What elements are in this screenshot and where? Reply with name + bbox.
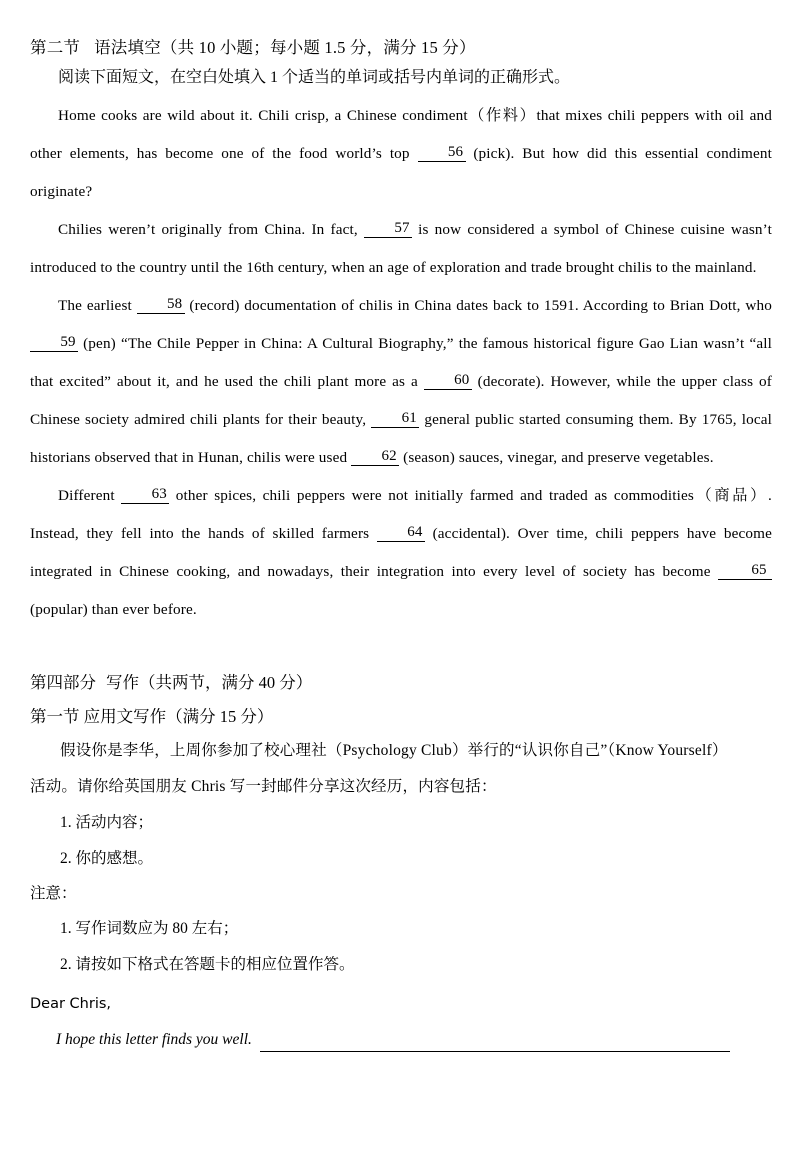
writing-bullet-2: 2. 你的感想。 (60, 850, 154, 867)
cloze-paragraph-3 (30, 287, 772, 477)
cloze-text: The earliest (58, 297, 137, 314)
cloze-text: Different (58, 487, 122, 504)
cloze-text: (accidental). Over time, chili peppers have become integrated in Chinese cooking, and nowadays, their integration into every level of society has become (30, 525, 772, 580)
section-2-heading-label: 第二节 (30, 38, 81, 57)
section-2-heading (30, 34, 772, 58)
blank-62[interactable]: 62 (351, 448, 399, 466)
blank-60[interactable]: 60 (424, 372, 472, 390)
writing-prompt-line-1: 假设你是李华，上周你参加了校心理社（Psychology Club）举行的“认识你自己”（Know Yourself） (60, 742, 728, 759)
cloze-text: (record) documentation of chilis in China dates back to 1591. According to Brian Dott, who (184, 297, 772, 314)
letter-greeting: Dear Chris, (30, 996, 112, 1012)
part-4-heading (30, 669, 772, 693)
cloze-text: (popular) than ever before. (30, 601, 197, 618)
cloze-text: (season) sauces, vinegar, and preserve vegetables. (399, 449, 714, 466)
cloze-paragraph-2 (30, 211, 772, 287)
blank-65[interactable]: 65 (718, 562, 772, 580)
part-4-section-1-heading: 第一节 应用文写作（满分 15 分） (30, 707, 274, 726)
blank-61[interactable]: 61 (371, 410, 419, 428)
blank-56[interactable]: 56 (418, 144, 466, 162)
blank-57[interactable]: 57 (364, 220, 412, 238)
blank-59[interactable]: 59 (30, 334, 78, 352)
cloze-text: (decorate). However, while the upper class of Chinese society admired chili plants for their beauty, (30, 373, 772, 428)
blank-58[interactable]: 58 (137, 296, 185, 314)
cloze-text: other spices, chili peppers were not initially farmed and traded as commodities（商品）. Instead, they fell into the hands of skilled farmers (30, 487, 772, 542)
note-item-2: 2. 请按如下格式在答题卡的相应位置作答。 (60, 956, 355, 973)
answer-write-line[interactable] (260, 1037, 730, 1052)
blank-64[interactable]: 64 (377, 524, 425, 542)
section-2-heading-title: 语法填空（共 10 小题；每小题 1.5 分，满分 15 分） (94, 38, 476, 57)
letter-body-text: I hope this letter finds you well. (56, 1031, 252, 1048)
cloze-text: Chilies weren’t originally from China. In fact, (58, 221, 364, 238)
cloze-text: is now considered a symbol of Chinese cuisine wasn’t introduced to the country until the 16th century, when an age of exploration and trade brought chilis to the mainland. (30, 221, 772, 276)
cloze-text: general public started consuming them. By 1765, local historians observed that in Hunan, chilis were used (30, 411, 772, 466)
cloze-paragraph-1 (30, 97, 772, 211)
page-content (30, 34, 772, 1055)
part-4-heading-label: 第四部分 (30, 673, 96, 692)
writing-prompt-line-2: 活动。请你给英国朋友 Chris 写一封邮件分享这次经历，内容包括： (30, 778, 497, 795)
cloze-text: (pen) “The Chile Pepper in China: A Cultural Biography,” the famous historical figure Gao Lian wasn’t “all that excited” about it, and he used the chili plant more as a (30, 335, 772, 390)
section-2-instruction: 阅读下面短文，在空白处填入 1 个适当的单词或括号内单词的正确形式。 (58, 69, 571, 86)
letter-body-line (30, 1025, 772, 1055)
cloze-text: Home cooks are wild about it. Chili crisp, a Chinese condiment（作料）that mixes chili peppers with oil and other elements, has become one of the food world’s top (30, 107, 772, 162)
cloze-paragraph-4 (30, 477, 772, 629)
part-4-heading-title: 写作（共两节，满分 40 分） (106, 673, 313, 692)
note-item-1: 1. 写作词数应为 80 左右； (60, 920, 239, 937)
writing-bullet-1: 1. 活动内容； (60, 814, 154, 831)
notes-label: 注意： (30, 885, 77, 902)
cloze-text: (pick). But how did this essential condiment originate? (30, 145, 772, 200)
blank-63[interactable]: 63 (121, 486, 169, 504)
